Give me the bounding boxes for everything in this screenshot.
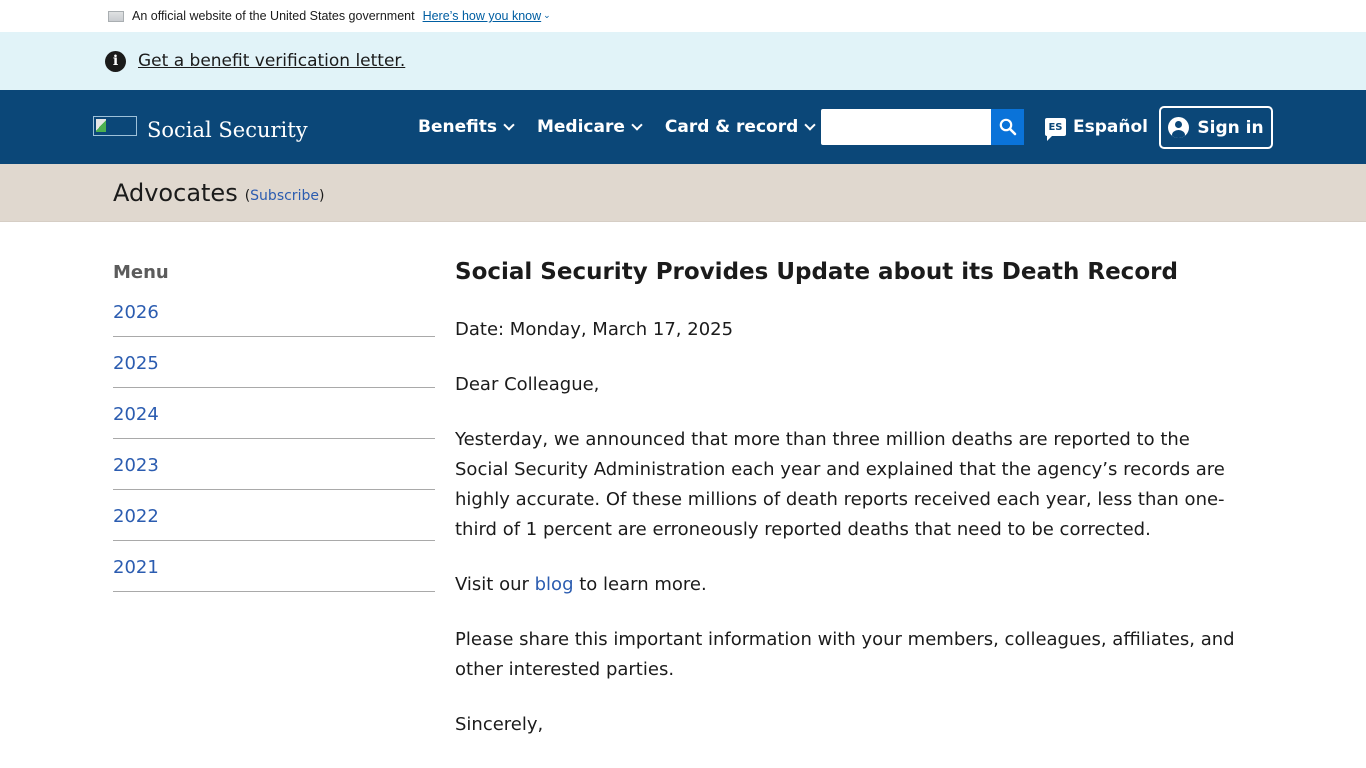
chevron-down-icon[interactable]: ⌄ <box>543 11 551 21</box>
paren-open: ( <box>244 187 251 204</box>
sidebar-link[interactable]: 2022 <box>113 506 159 527</box>
sidebar-item-2024 <box>113 388 435 439</box>
article-date: Date: Monday, March 17, 2025 <box>455 319 734 340</box>
nav-label: Card & record <box>664 117 799 137</box>
sidebar-link[interactable]: 2021 <box>113 557 159 578</box>
chevron-down-icon <box>805 119 816 130</box>
sign-in-label: Sign in <box>1197 117 1264 138</box>
nav-label: Benefits <box>418 117 497 137</box>
logo-text: Social Security <box>147 118 308 142</box>
chevron-down-icon <box>631 119 642 130</box>
sign-in-button[interactable] <box>1159 106 1273 149</box>
sidebar-menu <box>113 262 435 592</box>
article-title: Social Security Provides Update about its Death Record <box>455 259 1178 285</box>
gov-banner-text: An official website of the United States government <box>132 9 415 23</box>
sidebar-item-2025 <box>113 337 435 388</box>
section-title: Advocates <box>113 178 238 207</box>
sidebar-item-2022 <box>113 490 435 541</box>
language-speech-icon: ES <box>1045 118 1066 136</box>
subscribe-link[interactable]: Subscribe <box>250 187 319 204</box>
sidebar-item-2021 <box>113 541 435 592</box>
article <box>455 256 1235 740</box>
espanol-label: Español <box>1073 117 1148 137</box>
visit-text: to learn more. <box>573 574 707 595</box>
subscribe-wrapper <box>245 188 325 204</box>
site-header <box>0 90 1366 164</box>
article-body-1: Yesterday, we announced that more than three million deaths are reported to the Social Security Administration each year and explained that the agency’s records are highly accurate. Of these millions of death reports received each year, less than one-third of 1 percent are erroneously reported deaths that need to be corrected. <box>455 429 1225 540</box>
section-bar <box>0 164 1366 222</box>
article-greeting: Dear Colleague, <box>455 374 600 395</box>
article-body-2: Please share this important information with your members, colleagues, affiliates, and other interested parties. <box>455 629 1235 680</box>
gov-banner <box>0 0 1366 32</box>
paren-close: ) <box>318 187 325 204</box>
sidebar-link[interactable]: 2024 <box>113 404 159 425</box>
search-icon <box>999 118 1017 136</box>
espanol-link[interactable] <box>1045 90 1148 164</box>
user-circle-icon <box>1168 117 1189 138</box>
nav-benefits[interactable] <box>418 117 513 137</box>
ssa-logo-image <box>93 116 137 136</box>
menu-title: Menu <box>113 262 169 283</box>
search-button[interactable] <box>991 109 1024 145</box>
sidebar-item-2026 <box>113 286 435 337</box>
nav-label: Medicare <box>536 117 625 137</box>
nav-card-record[interactable] <box>665 117 814 137</box>
alert-banner <box>0 32 1366 90</box>
ssa-logo-link[interactable] <box>93 110 308 142</box>
article-visit <box>455 570 1235 600</box>
article-closing: Sincerely, <box>455 714 544 735</box>
visit-text: Visit our <box>455 574 535 595</box>
us-flag-icon <box>108 11 124 22</box>
info-icon: i <box>105 51 126 72</box>
main-nav <box>418 90 838 164</box>
sidebar-link[interactable]: 2026 <box>113 302 159 323</box>
heres-how-you-know-link[interactable]: Here’s how you know <box>422 9 542 23</box>
search-form <box>821 109 1024 145</box>
chevron-down-icon <box>503 119 514 130</box>
sidebar-link[interactable]: 2023 <box>113 455 159 476</box>
benefit-letter-link[interactable]: Get a benefit verification letter. <box>138 51 406 71</box>
blog-link[interactable]: blog <box>534 574 574 595</box>
search-input[interactable] <box>821 109 991 145</box>
sidebar-item-2023 <box>113 439 435 490</box>
nav-medicare[interactable] <box>537 117 641 137</box>
sidebar-link[interactable]: 2025 <box>113 353 159 374</box>
